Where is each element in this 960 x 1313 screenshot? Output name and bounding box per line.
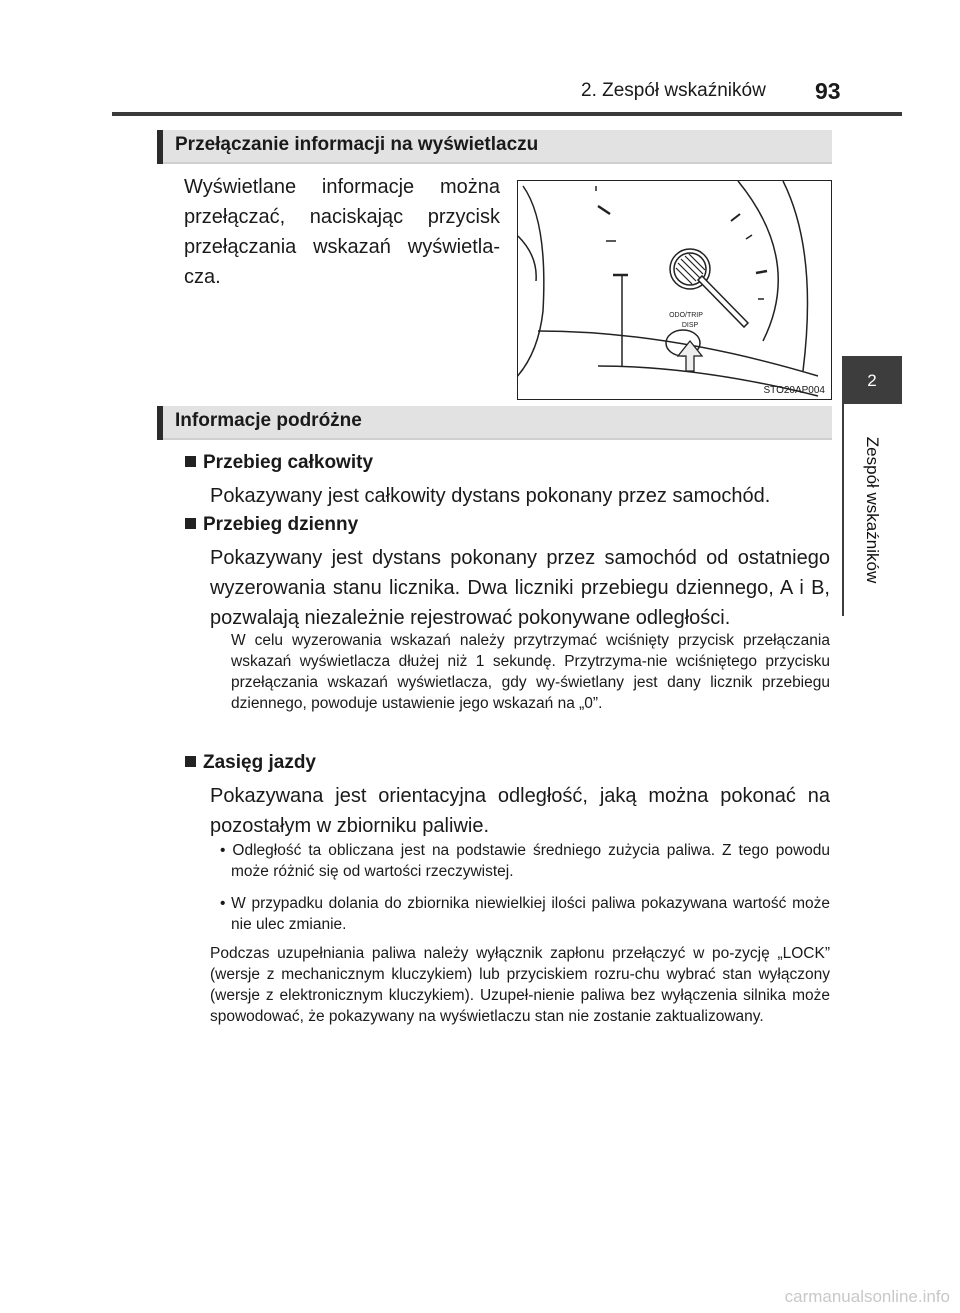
list-item: • W przypadku dolania do zbiornika niewielkiej ilości paliwa pokazywana wartość może nie ulec zmianie. — [220, 895, 830, 933]
item-title-trip — [185, 514, 358, 536]
chapter-tab-label: Zespół wskaźników — [863, 436, 882, 584]
header-divider — [112, 112, 902, 116]
page-number: 93 — [815, 78, 841, 104]
item-text-range: Pokazywana jest orientacyjna odległość, jaką można pokonać na pozostałym w zbiorniku paliwie. — [210, 785, 830, 837]
intro-paragraph: Wyświetlane informacje można przełączać, naciskając przycisk przełączania wskazań wyświetla-cza. — [184, 176, 500, 288]
chapter-tab-rule — [842, 356, 844, 616]
item-title-text: Przebieg całkowity — [203, 452, 374, 473]
item-title-text: Przebieg dzienny — [203, 514, 359, 535]
item-text-trip: Pokazywany jest dystans pokonany przez samochód od ostatniego wyzerowania stanu licznika. Dwa liczniki przebiegu dziennego, A i B, pozwalają niezależnie rejestrować pokonywane odległości. — [210, 547, 830, 629]
section-heading-text: Informacje podróżne — [175, 410, 362, 431]
section-heading-bar — [157, 130, 163, 164]
chapter-tab-label-box — [842, 404, 902, 616]
chapter-header: 2. Zespół wskaźników — [581, 80, 766, 101]
refuel-note: Podczas uzupełniania paliwa należy wyłącznik zapłonu przełączyć w po-zycję „LOCK” (wersje z mechanicznym kluczykiem) lub przyciskiem rozru-chu wybrać stan wyłączony (wersje z elektronicznym kluczykiem). Uzupeł-nienie paliwa bez wyłączenia silnika może spowodować, że pokazywany na wyświetlaczu stan nie zostanie zaktualizowany. — [210, 945, 830, 1025]
square-bullet-icon — [185, 518, 196, 529]
item-title-text: Zasięg jazdy — [203, 752, 316, 773]
square-bullet-icon — [185, 456, 196, 467]
figure-code: STO20AP004 — [763, 385, 825, 396]
item-text-odometer: Pokazywany jest całkowity dystans pokonany przez samochód. — [210, 485, 771, 507]
instrument-cluster-figure — [517, 180, 832, 400]
cluster-illustration — [518, 181, 832, 400]
item-note-trip: W celu wyzerowania wskazań należy przytrzymać wciśnięty przycisk przełączania wskazań wyświetlacza dłużej niż 1 sekundę. Przytrzyma-nie wciśniętego przycisku przełączania wskazań wyświetlacza, gdy wy-świetlany jest dany licznik przebiegu dziennego, powoduje ustawienie jego wskazań na „0”. — [231, 632, 830, 712]
section-heading-text: Przełączanie informacji na wyświetlaczu — [175, 134, 539, 155]
button-label-odo: ODO/TRIP — [669, 312, 703, 319]
section-heading-bar — [157, 406, 163, 440]
chapter-tab-number: 2 — [842, 356, 902, 404]
button-label-disp: DISP — [681, 322, 699, 329]
section-heading-trip — [157, 406, 832, 440]
watermark: carmanualsonline.info — [784, 1287, 950, 1306]
item-title-odometer — [185, 452, 373, 474]
section-heading-display — [157, 130, 832, 164]
square-bullet-icon — [185, 756, 196, 767]
list-item: • Odległość ta obliczana jest na podstawie średniego zużycia paliwa. Z tego powodu może różnić się od wartości rzeczywistej. — [220, 842, 830, 880]
item-title-range — [185, 752, 316, 774]
